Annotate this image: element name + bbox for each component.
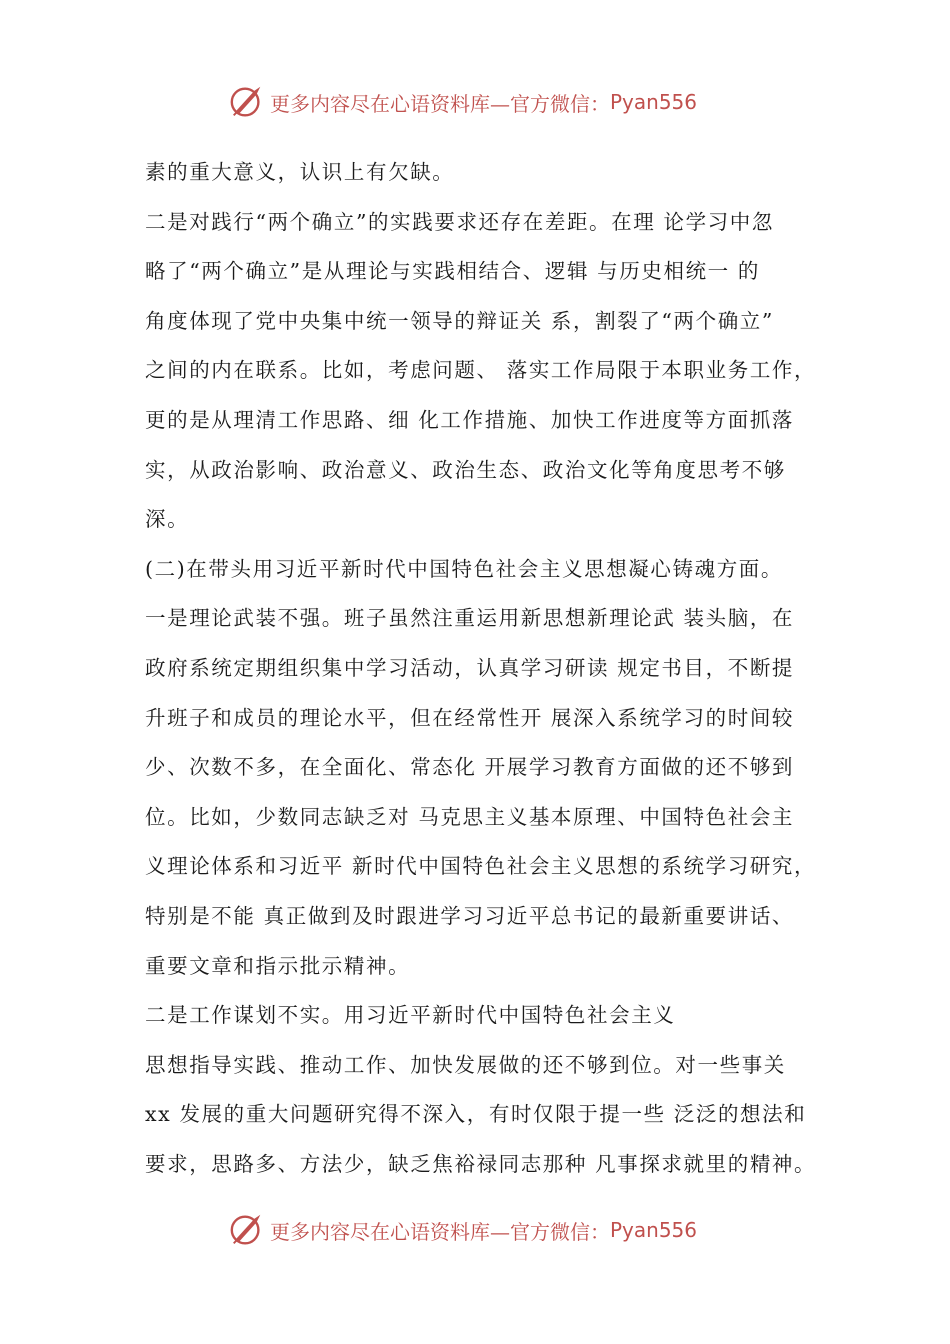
body-text-line: 角度体现了党中央集中统一领导的辩证关 系，割裂了“两个确立”: [145, 308, 774, 333]
footer-banner-text: 更多内容尽在心语资料库—官方微信：: [270, 1219, 610, 1244]
footer-banner: [228, 1210, 748, 1250]
body-text-line: 之间的内在联系。比如，考虑问题、 落实工作局限于本职业务工作，: [145, 358, 817, 383]
body-text-line: 深。: [145, 507, 190, 532]
quill-logo-icon: [228, 83, 266, 121]
body-text-line: 位。比如，少数同志缺乏对 马克思主义基本原理、中国特色社会主: [145, 804, 795, 829]
body-text-line: 要求，思路多、方法少，缺乏焦裕禄同志那种 凡事探求就里的精神。: [145, 1151, 817, 1176]
body-text-line: 略了“两个确立”是从理论与实践相结合、逻辑 与历史相统一 的: [145, 259, 760, 284]
body-text-line: 义理论体系和习近平 新时代中国特色社会主义思想的系统学习研究，: [145, 854, 817, 879]
document-body: [145, 148, 825, 1189]
body-text-line: 一是理论武装不强。班子虽然注重运用新思想新理论武 装头脑，在: [145, 606, 795, 631]
body-text-line: 升班子和成员的理论水平，但在经常性开 展深入系统学习的时间较: [145, 705, 795, 730]
body-text-line: (二)在带头用习近平新时代中国特色社会主义思想凝心铸魂方面。: [145, 556, 783, 581]
footer-wechat-id: Pyan556: [610, 1218, 698, 1242]
header-wechat-id: Pyan556: [610, 90, 698, 114]
body-text-line: 二是工作谋划不实。用习近平新时代中国特色社会主义: [145, 1003, 676, 1028]
body-text-line: 政府系统定期组织集中学习活动，认真学习研读 规定书目，不断提: [145, 655, 795, 680]
body-text-line: 少、次数不多，在全面化、常态化 开展学习教育方面做的还不够到: [145, 755, 795, 780]
body-text-line: 重要文章和指示批示精神。: [145, 953, 411, 978]
body-text-line: 更的是从理清工作思路、细 化工作措施、加快工作进度等方面抓落: [145, 407, 795, 432]
body-text-line: xx 发展的重大问题研究得不深入，有时仅限于提一些 泛泛的想法和: [145, 1102, 807, 1127]
body-text-line: 实，从政治影响、政治意义、政治生态、政治文化等角度思考不够: [145, 457, 786, 482]
body-text-line: 素的重大意义，认识上有欠缺。: [145, 160, 455, 184]
body-text-line: 特别是不能 真正做到及时跟进学习习近平总书记的最新重要讲话、: [145, 903, 795, 928]
body-text-line: 二是对践行“两个确立”的实践要求还存在差距。在理 论学习中忽: [145, 209, 774, 234]
header-banner: [228, 82, 748, 122]
header-banner-text: 更多内容尽在心语资料库—官方微信：: [270, 91, 610, 116]
body-text-line: 思想指导实践、推动工作、加快发展做的还不够到位。对一些事关: [145, 1052, 786, 1077]
quill-logo-icon: [228, 1211, 266, 1249]
